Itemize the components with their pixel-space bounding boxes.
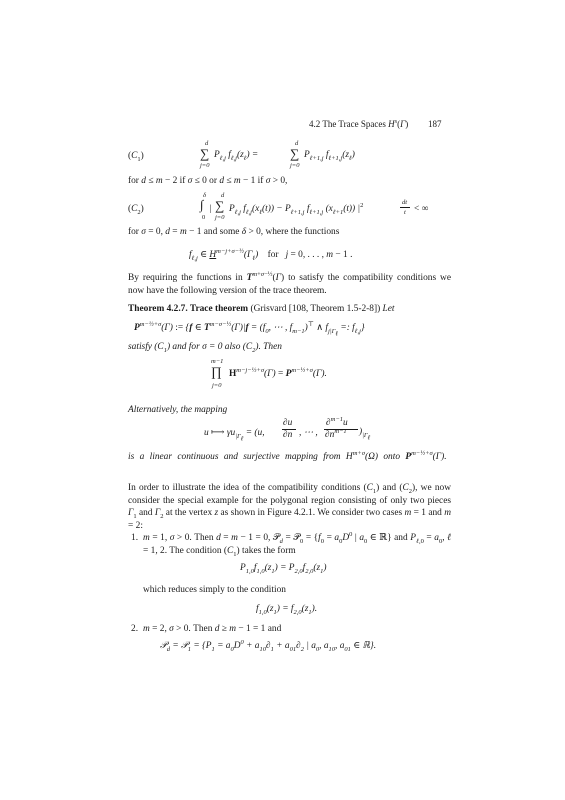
theorem-heading [128,303,395,315]
case-1-condition: $f_{1,0}(z_1) = f_{2,0}(z_1)$. [256,604,318,616]
case-2-text: m = 2, σ > 0. Then d ≥ m − 1 = 1 and [143,624,282,634]
c2-label: $(C_2)$ [128,204,144,216]
case-1-equation: $P_{1,0}f_{1,0}(z_1) = P_{2,0}f_{2,0}(z_1)$ [240,563,327,575]
c1-label: $(C_1)$ [128,151,144,163]
paragraph-p1: By requiring the functions in $T^{m+\sigma-\frac{1}{2}}(\Gamma)$ to satisfy the compatibility conditions we now have the following version of the trace theorem. [128,270,451,296]
theorem-alternatively: Alternatively, the mapping [128,405,228,415]
theorem-let: Let [382,304,395,314]
theorem-definition: $P^{m-\frac{1}{2}+\sigma}(\Gamma)$ := {f ∈ $T^{m-\sigma-\frac{1}{2}}(\Gamma)|f = (f_0$, ⋯ , $f_{m-1})^⊤$ ∧ $f_{j|\Gamma_\ell}$ =: $f_{\ell,j}$} [134,320,365,338]
theorem-product: m−1 ∏ j=0 $H^{m-j-\frac{1}{2}+\sigma}(\Gamma) = P^{m-\frac{1}{2}+\sigma}(\Gamma)$. [211,358,327,389]
case-1-text: m = 1, σ > 0. Then d = m − 1 = 0, 𝒫$_d$ = 𝒫$_0$ = {$f_0 = a_0D^0$ | $a_0$ ∈ ℝ} and $P_{\ell,0} = a_0$, ℓ = 1, 2. The condition $(C_1)$ takes the form [143,530,451,558]
c2-formula: δ ∫ 0 d | ∑ j=0 $P_{\ell,j}$ $f_{\ell,j}(x_\ell(t)) - P_{\ell+1,j}$ $f_{\ell+1,j}$ $(x_{\ell+1}(t))$ $|^2$ dt t < ∞ [200,192,429,221]
running-head: 4.2 The Trace Spaces $H^s(\Gamma)$ [309,118,409,129]
theorem-citation: (Grisvard [108, Theorem 1.5-2-8]) [250,304,381,314]
theorem-mapping: u ⟼ $\gamma u_{|\Gamma_\ell} = (u$, ∂u ∂n , ⋯ , ∂$^{m-1}$u $\partial n^{m-1}$ )$_{|\Gamma_\ell}$ [204,415,371,443]
f-membership: $f_{\ell,j}$ ∈ $H^{m-j+\sigma-\frac{1}{2}}(\Gamma_\ell)$ for j = 0, . . . , m − 1 . [189,247,353,262]
c1-domain: for d ≤ m − 2 if σ ≤ 0 or d ≤ m − 1 if σ > 0, [128,176,288,186]
theorem-satisfy: satisfy $(C_1)$ and for σ = 0 also $(C_2)$. Then [128,342,282,354]
theorem-conclusion: is a linear continuous and surjective mapping from $H^{m+\sigma}(\Omega)$ onto $P^{m-\frac{1}{2}+\sigma}(\Gamma)$. [128,449,447,462]
case-2-number: 2. [131,624,139,634]
case-1-number: 1. [131,533,139,543]
page-number: 187 [428,119,442,129]
case-1-reduces: which reduces simply to the condition [143,585,286,595]
c2-domain: for σ = 0, d = m − 1 and some δ > 0, where the functions [128,227,340,237]
c1-formula: d ∑ j=0 $P_{\ell,j}$ $f_{\ell,j}(z_\ell)$ = d ∑ j=0 $P_{\ell+1,j}$ $f_{\ell+1,j}(z_\ell)$ [200,140,355,169]
case-2-equation: 𝒫$_d$ = 𝒫$_1$ = {$P_1 = a_0D^0 + a_{10}\partial_1 + a_{01}\partial_2$ | $a_0$, $a_{10}$, $a_{01}$ ∈ ℝ}. [160,638,377,653]
theorem-title: Theorem 4.2.7. Trace theorem [128,304,249,314]
paragraph-p2: In order to illustrate the idea of the compatibility conditions $(C_1)$ and $(C_2)$, we now consider the special example for the polygonal region consisting of only two pieces $\Gamma_1$ and $\Gamma_2$ at the vertex z as shown in Figure 4.2.1. We consider two cases m = 1 and m = 2: [128,483,452,531]
